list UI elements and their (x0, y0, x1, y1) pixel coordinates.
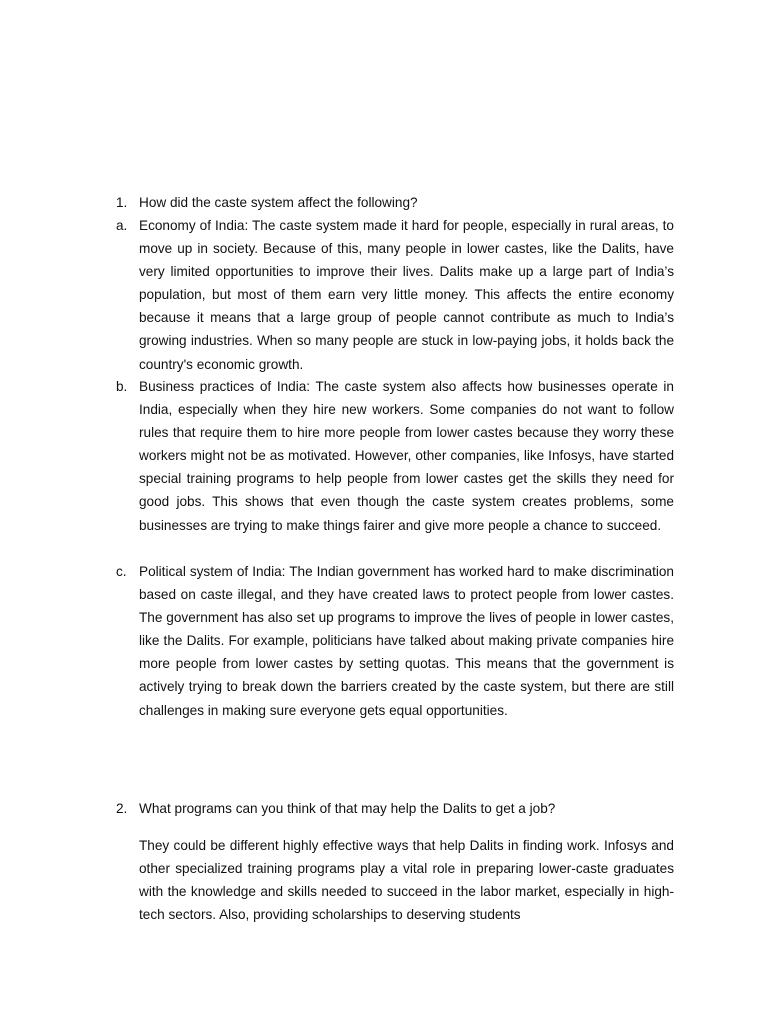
sub-item-c (116, 560, 674, 722)
sub-item-a-text: Economy of India: The caste system made it hard for people, especially in rural areas, to move up in society. Because of this, many people in lower castes, like the Dalits, have very limited opportunities to improve their lives. Dalits make up a large part of India’s population, but most of them earn very little money. This affects the entire economy because it means that a large group of people cannot contribute as much to India’s growing industries. When so many people are stuck in low-paying jobs, it holds back the country's economic growth. (139, 218, 674, 372)
question-2-text: What programs can you think of that may help the Dalits to get a job? (139, 801, 556, 816)
question-2 (116, 797, 674, 820)
answer-2-paragraph: They could be different highly effective ways that help Dalits in finding work. Infosys and other specialized training programs play a vital role in preparing lower-caste graduates with the knowledge and skills needed to succeed in the labor market, especially in high-tech sectors. Also, providing scholarships to deserving students (139, 838, 674, 923)
sub-item-a (116, 214, 674, 376)
sub-item-b (116, 375, 674, 537)
sub-item-c-text: Political system of India: The Indian government has worked hard to make discrimination based on caste illegal, and they have created laws to protect people from lower castes. The government has also set up programs to improve the lives of people in lower castes, like the Dalits. For example, politicians have talked about making private companies hire more people from lower castes by setting quotas. This means that the government is actively trying to break down the barriers created by the caste system, but there are still challenges in making sure everyone gets equal opportunities. (139, 564, 674, 718)
sub-item-b-text: Business practices of India: The caste system also affects how businesses operate in India, especially when they hire new workers. Some companies do not want to follow rules that require them to hire more people from lower castes because they worry these workers might not be as motivated. However, other companies, like Infosys, have started special training programs to help people from lower castes get the skills they need for good jobs. This shows that even though the caste system creates problems, some businesses are trying to make things fairer and give more people a chance to succeed. (139, 379, 674, 533)
question-1 (116, 191, 674, 214)
question-1-number: 1. (116, 195, 128, 210)
question-2-number: 2. (116, 801, 128, 816)
sub-item-b-marker: b. (116, 379, 128, 394)
sub-item-c-marker: c. (116, 564, 127, 579)
question-1-text: How did the caste system affect the following? (139, 195, 418, 210)
sub-item-a-marker: a. (116, 218, 128, 233)
